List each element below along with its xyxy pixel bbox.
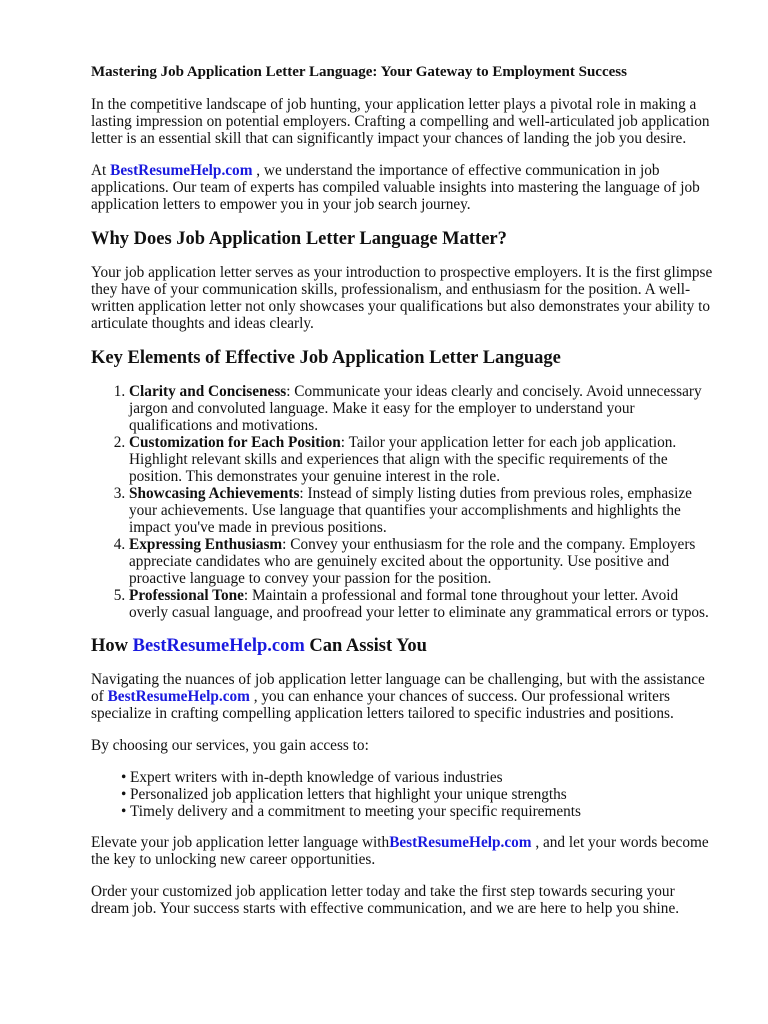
list-item-text: : Tailor your application letter for each job application. Highlight relevant skills and experiences that align with the specific requirements of the position. This demonstrates your genuine interest in the role. <box>129 434 677 485</box>
list-item-text: : Communicate your ideas clearly and concisely. Avoid unnecessary jargon and convoluted language. Make it easy for the employer to understand your qualifications and motivations. <box>129 383 702 434</box>
about-paragraph-lead: At <box>91 162 111 179</box>
site-link[interactable]: BestResumeHelp.com <box>107 688 250 705</box>
bullet-icon: • <box>121 769 127 786</box>
list-item <box>129 536 716 587</box>
list-item <box>121 803 716 820</box>
assist-paragraph-text: , you can enhance your chances of success. Our professional writers specialize in crafting compelling application letters tailored to specific industries and positions. <box>91 688 674 722</box>
elevate-paragraph-lead: Elevate your job application letter language with <box>91 834 390 851</box>
list-item-term: Professional Tone <box>129 587 244 604</box>
list-item <box>129 587 716 621</box>
services-list <box>91 769 716 820</box>
bullet-icon: • <box>121 786 127 803</box>
list-item-text: : Convey your enthusiasm for the role and the company. Employers appreciate candidates who are genuinely excited about the opportunity. Use positive and proactive language to convey your passion for the position. <box>129 536 696 587</box>
assist-paragraph <box>91 671 716 722</box>
bullet-icon: • <box>121 803 127 820</box>
list-item <box>121 769 716 786</box>
site-link[interactable]: BestResumeHelp.com <box>132 636 305 656</box>
key-elements-list <box>91 383 716 621</box>
assist-heading-tail: Can Assist You <box>304 636 427 656</box>
list-item <box>129 383 716 434</box>
list-item <box>121 786 716 803</box>
list-item-term: Showcasing Achievements <box>129 485 300 502</box>
section-heading-key-elements: Key Elements of Effective Job Application Letter Language <box>91 348 561 368</box>
list-item <box>129 485 716 536</box>
about-paragraph <box>91 162 716 213</box>
assist-paragraph-lead: Navigating the nuances of job application letter language can be challenging, but with the assistance of <box>91 671 705 705</box>
intro-paragraph: In the competitive landscape of job hunting, your application letter plays a pivotal role in making a lasting impression on potential employers. Crafting a compelling and well-articulated job application letter is an essential skill that can significantly impact your chances of landing the job you desire. <box>91 96 710 147</box>
list-item <box>129 434 716 485</box>
elevate-paragraph <box>91 834 716 868</box>
why-paragraph: Your job application letter serves as your introduction to prospective employers. It is the first glimpse they have of your communication skills, professionalism, and enthusiasm for the position. A well-written application letter not only showcases your qualifications but also demonstrates your ability to articulate thoughts and ideas clearly. <box>91 264 713 332</box>
list-item-term: Expressing Enthusiasm <box>129 536 283 553</box>
closing-paragraph: Order your customized job application letter today and take the first step towards securing your dream job. Your success starts with effective communication, and we are here to help you shine. <box>91 883 680 917</box>
list-item-term: Clarity and Conciseness <box>129 383 287 400</box>
assist-heading-lead: How <box>91 636 133 656</box>
site-link[interactable]: BestResumeHelp.com <box>389 834 532 851</box>
section-heading-why: Why Does Job Application Letter Language Matter? <box>91 229 507 249</box>
list-item-text: : Instead of simply listing duties from previous roles, emphasize your achievements. Use language that quantifies your accomplishments and highlights the impact you've made in previous positions. <box>129 485 692 536</box>
list-item-text: Timely delivery and a commitment to meeting your specific requirements <box>130 803 582 820</box>
list-item-text: Expert writers with in-depth knowledge of various industries <box>130 769 503 786</box>
list-item-term: Customization for Each Position <box>129 434 341 451</box>
services-intro: By choosing our services, you gain access to: <box>91 737 369 754</box>
section-heading-assist <box>91 635 716 657</box>
list-item-text: : Maintain a professional and formal tone throughout your letter. Avoid overly casual language, and proofread your letter to eliminate any grammatical errors or typos. <box>129 587 709 621</box>
elevate-paragraph-text: , and let your words become the key to unlocking new career opportunities. <box>91 834 709 868</box>
document-title: Mastering Job Application Letter Language: Your Gateway to Employment Success <box>91 64 627 80</box>
about-paragraph-text: , we understand the importance of effective communication in job applications. Our team of experts has compiled valuable insights into mastering the language of job application letters to empower you in your job search journey. <box>91 162 700 213</box>
site-link[interactable]: BestResumeHelp.com <box>110 162 253 179</box>
list-item-text: Personalized job application letters that highlight your unique strengths <box>130 786 567 803</box>
